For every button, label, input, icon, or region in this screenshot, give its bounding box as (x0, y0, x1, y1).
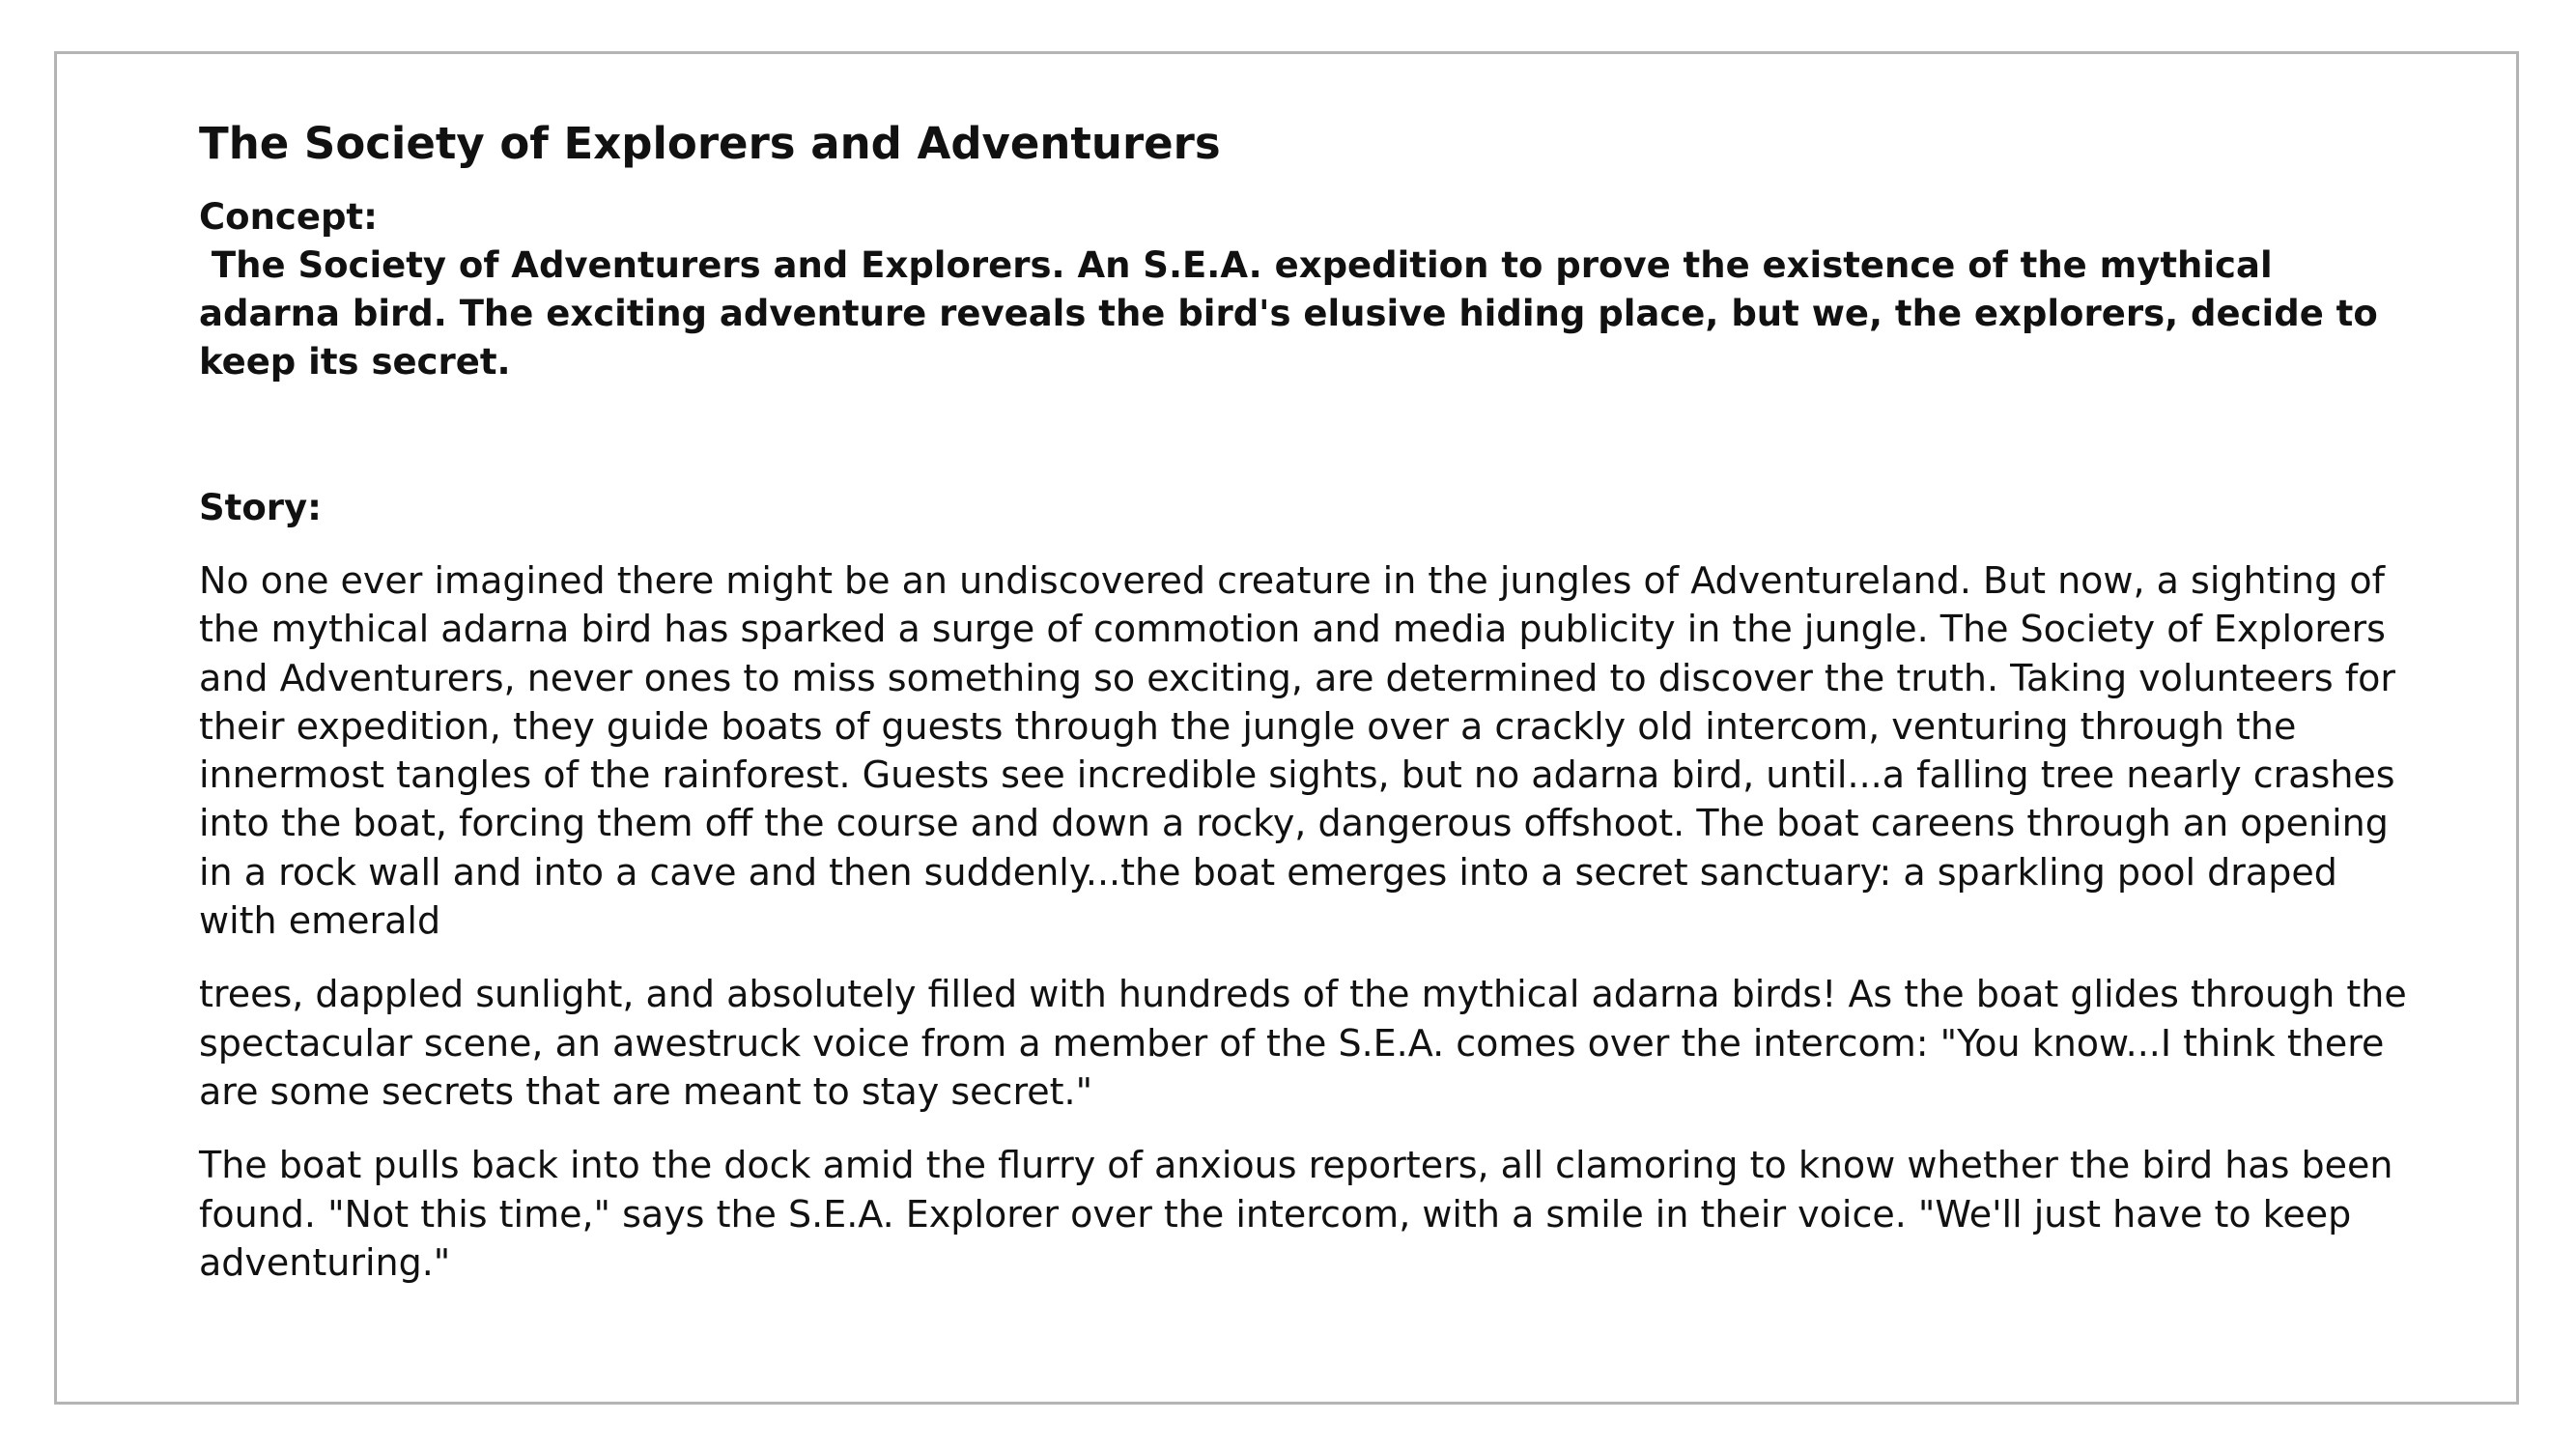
story-paragraph: No one ever imagined there might be an undiscovered creature in the jungles of Adventureland. But now, a sighting of the mythical adarna bird has sparked a surge of commotion and media publicity in the jungle. The Society of Explorers and Adventurers, never ones to miss something so exciting, are determined to discover the truth. Taking volunteers for their expedition, they guide boats of guests through the jungle over a crackly old intercom, venturing through the innermost tangles of the rainforest. Guests see incredible sights, but no adarna bird, until...a falling tree nearly crashes into the boat, forcing them off the course and down a rocky, dangerous offshoot. The boat careens through an opening in a rock wall and into a cave and then suddenly...the boat emerges into a secret sanctuary: a sparkling pool draped with emerald (199, 559, 2396, 943)
story-section (199, 484, 2411, 1287)
story-label: Story: (199, 487, 322, 528)
document-content (199, 118, 2411, 1312)
section-spacer (199, 386, 2411, 484)
document-page (54, 51, 2519, 1405)
story-paragraph: The boat pulls back into the dock amid the flurry of anxious reporters, all clamoring to know whether the bird has been found. "Not this time," says the S.E.A. Explorer over the intercom, with a smile in their voice. "We'll just have to keep adventuring." (199, 1144, 2393, 1284)
document-title: The Society of Explorers and Adventurers (199, 118, 1221, 169)
concept-text: The Society of Adventurers and Explorers. An S.E.A. expedition to prove the existence of the mythical adarna bird. The exciting adventure reveals the bird's elusive hiding place, but we, the explorers, decide to keep its secret. (199, 244, 2391, 383)
concept-section (199, 193, 2411, 386)
story-paragraph: trees, dappled sunlight, and absolutely filled with hundreds of the mythical adarna birds! As the boat glides through the spectacular scene, an awestruck voice from a member of the S.E.A. comes over the intercom: "You know...I think there are some secrets that are meant to stay secret." (199, 973, 2407, 1113)
concept-label: Concept: (199, 196, 378, 238)
